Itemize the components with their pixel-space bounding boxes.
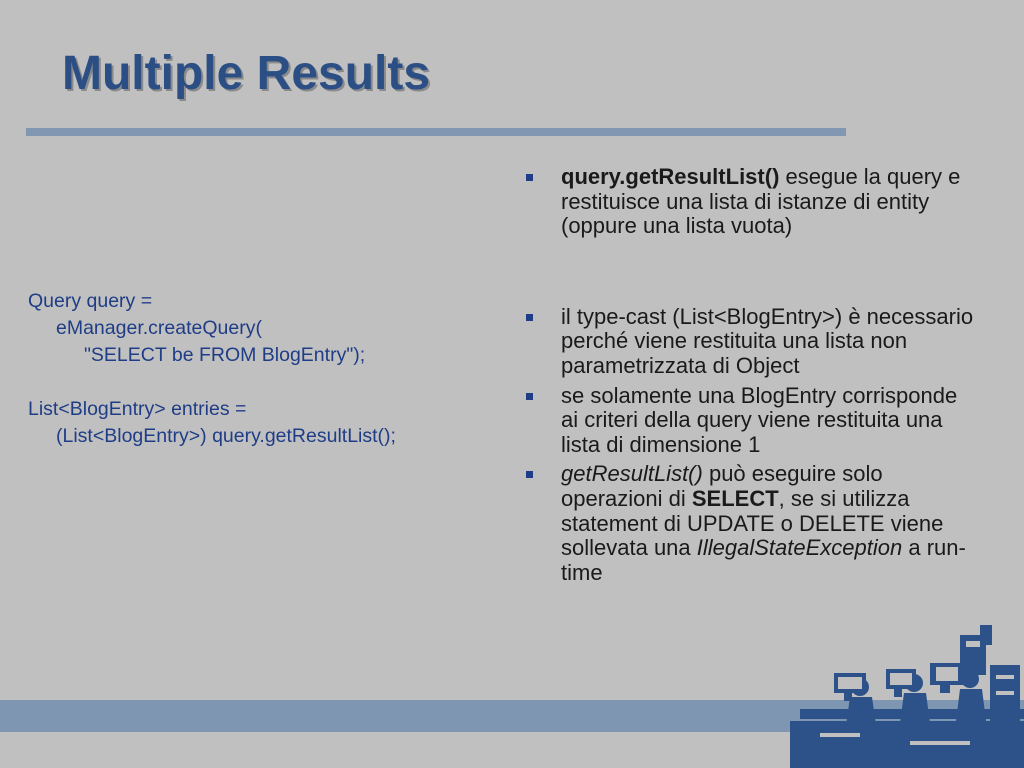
square-bullet-icon: [526, 393, 533, 400]
bullet-item: [520, 384, 980, 458]
drawer-line-shape: [996, 675, 1014, 679]
bullet-list: [520, 165, 980, 585]
bullet-exception-name: IllegalStateException: [696, 535, 903, 561]
floor-line-shape: [910, 741, 970, 745]
code-blank-line: [28, 369, 498, 396]
square-bullet-icon: [526, 314, 533, 321]
bullet-text: , se si utilizza statement di UPDATE o DELETE viene sollevata una: [561, 485, 944, 561]
person-head-shape: [961, 670, 979, 688]
bullet-keyword: SELECT: [691, 485, 779, 511]
bullet-item: [520, 305, 980, 379]
screen-shape: [890, 673, 912, 685]
code-line: List<BlogEntry> entries =: [28, 398, 247, 420]
bullet-item: [520, 165, 980, 239]
floor-shape: [790, 721, 1024, 768]
floor-line-shape: [820, 733, 860, 737]
code-line: "SELECT be FROM BlogEntry");: [84, 344, 366, 366]
code-line: (List<BlogEntry>) query.getResultList();: [56, 425, 396, 447]
monitor-stand-shape: [894, 689, 902, 697]
tower-top-shape: [980, 625, 992, 645]
bullet-code-term: query.getResultList(): [561, 164, 780, 189]
slide-title: Multiple Results: [62, 47, 431, 100]
bullet-text: può eseguire solo operazioni di: [561, 461, 883, 511]
square-bullet-icon: [526, 471, 533, 478]
office-workers-illustration: [790, 625, 1024, 768]
square-bullet-icon: [526, 174, 533, 181]
screen-shape: [838, 677, 862, 689]
code-snippet: [28, 288, 498, 450]
bullet-item: [520, 462, 980, 585]
vent-shape: [966, 641, 980, 647]
screen-shape: [936, 667, 958, 681]
bullet-method-name: getResultList(): [561, 461, 703, 487]
bullet-text: a run-time: [561, 535, 966, 585]
code-line: eManager.createQuery(: [56, 317, 262, 339]
bullet-text: se solamente una BlogEntry corrisponde ai criteri della query viene restituita una lista di dimensione 1: [561, 382, 958, 457]
title-underline: [26, 128, 846, 136]
bullet-text: il type-cast (List<BlogEntry>) è necessario perché viene restituita una lista non parametrizzata di Object: [561, 303, 974, 378]
drawer-line-shape: [996, 691, 1014, 695]
monitor-stand-shape: [940, 685, 950, 693]
code-line: Query query =: [28, 290, 153, 312]
bullet-text: esegue la query e restituisce una lista di istanze di entity (oppure una lista vuota): [561, 164, 961, 239]
